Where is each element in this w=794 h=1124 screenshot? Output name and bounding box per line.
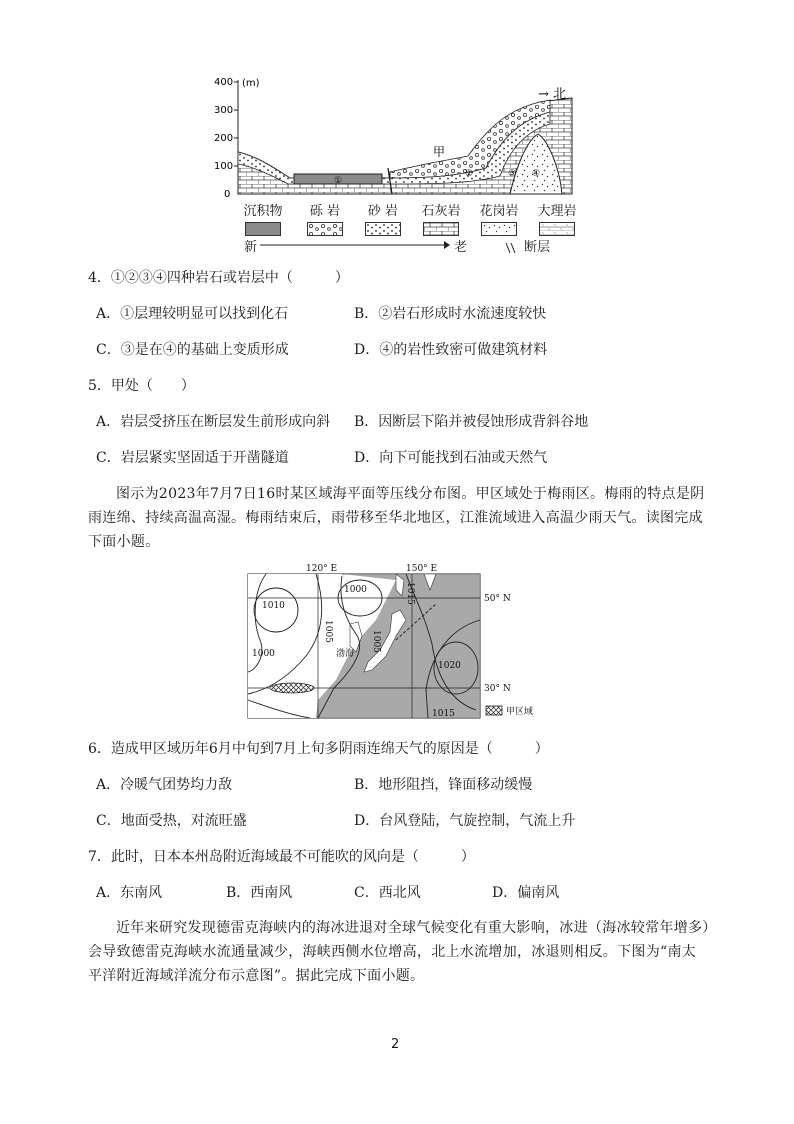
isobar-label: 1005 (371, 630, 381, 653)
legend-conglomerate (302, 200, 348, 236)
question-4-stem: 4．①②③④四种岩石或岩层中（ ） (88, 270, 349, 286)
y-tick-label: 0 (224, 189, 231, 200)
legend-label: 砾 岩 (309, 204, 341, 219)
y-tick-label: 100 (214, 161, 234, 172)
isobar-label: 1020 (438, 661, 461, 671)
legend-marble (534, 200, 580, 236)
conglomerate-swatch (307, 222, 343, 236)
y-tick-label: 300 (214, 105, 234, 116)
question-4-option-c[interactable]: C．③是在④的基础上变质形成 (96, 342, 289, 358)
jia-region-legend-swatch (486, 706, 502, 715)
north-arrow-label: → 北 (538, 87, 567, 102)
age-arrow-icon (260, 240, 450, 250)
age-arrow (244, 236, 484, 254)
question-7-option-a[interactable]: A．东南风 (96, 885, 163, 901)
lat-label-50: 50° N (484, 594, 511, 604)
limestone-swatch (423, 222, 459, 236)
age-old-label: 老 (454, 240, 468, 255)
marble-swatch (539, 222, 575, 236)
legend-label: 花岗岩 (479, 204, 519, 219)
y-tick-label: 400 (214, 77, 234, 88)
isobar-label: 1015 (405, 582, 415, 605)
legend-label: 砂 岩 (367, 204, 399, 219)
isobar-label: 1015 (432, 709, 455, 719)
page-number: 2 (391, 1037, 400, 1052)
fault-icon (504, 242, 520, 254)
passage-1: 图示为2023年7月7日16时某区域海平面等压线分布图。甲区域处于梅雨区。梅雨的特点是阴雨连绵、持续高温高湿。梅雨结束后，雨带移至华北地区，江淮流域进入高温少雨天气。读图完成下面小题。 (88, 486, 705, 550)
question-6-stem: 6．造成甲区域历年6月中旬到7月上旬多阴雨连绵天气的原因是（ ） (88, 741, 549, 757)
legend-sandstone (360, 200, 406, 236)
question-6-option-c[interactable]: C．地面受热，对流旺盛 (96, 813, 247, 829)
question-5-option-b[interactable]: B．因断层下陷并被侵蚀形成背斜谷地 (354, 414, 589, 430)
sediment-swatch (245, 222, 281, 236)
lon-label-120: 120° E (306, 564, 338, 574)
question-5-option-c[interactable]: C．岩层紧实坚固适于开凿隧道 (96, 450, 289, 466)
isobar-label: 1000 (252, 649, 275, 659)
bohai-label: 渤海 (336, 649, 355, 659)
legend-label: 石灰岩 (421, 204, 461, 219)
question-4-option-b[interactable]: B．②岩石形成时水流速度较快 (354, 306, 547, 322)
age-new-label: 新 (244, 240, 258, 255)
y-tick-label: 200 (214, 133, 234, 144)
fault-label: 断层 (524, 240, 551, 255)
legend-granite (476, 200, 522, 236)
question-5-option-a[interactable]: A．岩层受挤压在断层发生前形成向斜 (96, 414, 331, 430)
jia-label: 甲 (433, 145, 446, 159)
sandstone-swatch (365, 222, 401, 236)
question-5-option-d[interactable]: D．向下可能找到石油或天然气 (354, 450, 548, 466)
geology-cross-section-figure (210, 72, 610, 257)
question-6-option-b[interactable]: B．地形阻挡，锋面移动缓慢 (354, 777, 533, 793)
marker-2: ② (465, 169, 474, 179)
granite-swatch (481, 222, 517, 236)
jia-region-shape (270, 683, 314, 693)
question-4-option-d[interactable]: D．④的岩性致密可做建筑材料 (354, 342, 548, 358)
isobar-label: 1005 (323, 620, 333, 643)
y-unit-label: (m) (242, 78, 260, 89)
question-7-stem: 7．此时，日本本州岛附近海域最不可能吹的风向是（ ） (88, 849, 475, 865)
marker-3: ③ (508, 169, 517, 179)
question-5-stem: 5．甲处（ ） (88, 378, 195, 394)
question-6-option-a[interactable]: A．冷暖气团势均力敌 (96, 777, 233, 793)
isobar-label: 1010 (262, 601, 285, 611)
legend-label: 大理岩 (537, 204, 577, 219)
marker-1: ① (334, 176, 343, 186)
question-4-option-a[interactable]: A．①层理较明显可以找到化石 (96, 306, 289, 322)
question-7-option-c[interactable]: C．西北风 (354, 885, 421, 901)
legend-limestone (418, 200, 464, 236)
jia-region-legend-label: 甲区域 (506, 707, 534, 717)
question-6-option-d[interactable]: D．台风登陆，气旋控制，气流上升 (354, 813, 576, 829)
legend-label: 沉积物 (243, 204, 283, 219)
lat-label-30: 30° N (484, 684, 511, 694)
legend-sediment (240, 200, 286, 236)
marker-4: ④ (532, 169, 541, 179)
passage-2: 近年来研究发现德雷克海峡内的海冰进退对全球气候变化有重大影响，冰进（海冰较常年增多）会导致德雷克海峡水流通量减少，海峡西侧水位增高，北上水流增加，冰退则相反。下图为“南太平洋附近海域洋流分布示意图”。据此完成下面小题。 (88, 920, 710, 984)
lon-label-150: 150° E (406, 564, 438, 574)
question-7-option-d[interactable]: D．偏南风 (492, 885, 560, 901)
fault-legend (504, 236, 550, 255)
isobar-map-svg (246, 560, 552, 722)
question-7-option-b[interactable]: B．西南风 (226, 885, 293, 901)
isobar-map-figure (246, 560, 552, 722)
isobar-label: 1000 (344, 585, 367, 595)
